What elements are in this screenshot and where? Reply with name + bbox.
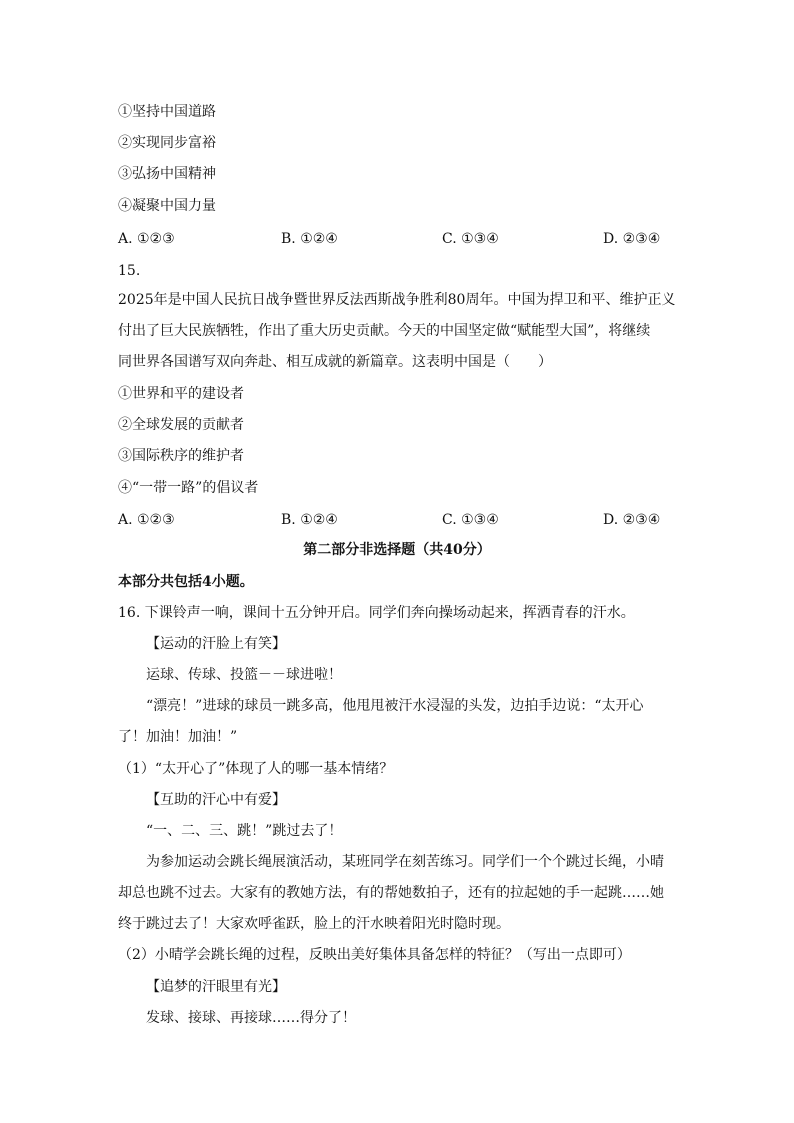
- q15-stem-line-3: 同世界各国谱写双向奔赴、相互成就的新篇章。这表明中国是（ ）: [118, 354, 552, 370]
- q15-options: [118, 510, 678, 530]
- q15-option-a: A. ①②③: [118, 512, 175, 528]
- q14-option-a: A. ①②③: [118, 231, 175, 247]
- q15-number: 15.: [118, 263, 141, 279]
- part2-title: 第二部分非选择题（共40分）: [303, 542, 491, 558]
- q15-item-2: ②全球发展的贡献者: [118, 417, 244, 433]
- q15-item-3: ③国际秩序的维护者: [118, 448, 244, 464]
- q14-option-c: C. ①③④: [442, 231, 499, 247]
- q15-stem-line-2: 付出了巨大民族牺牲，作出了重大历史贡献。今天的中国坚定做“赋能型大国”，将继续: [118, 323, 651, 339]
- q14-option-b: B. ①②④: [281, 231, 338, 247]
- q16-section2-p1: “一、二、三、跳！”跳过去了！: [146, 823, 343, 839]
- q14-option-d: D. ②③④: [603, 231, 661, 247]
- q16-section1-p2-line-1: “漂亮！”进球的球员一跳多高，他甩甩被汗水浸湿的头发，边拍手边说：“太开心: [146, 698, 644, 714]
- q16-section3-p1: 发球、接球、再接球……得分了！: [146, 1010, 356, 1026]
- q16-sub-question-2: （2）小晴学会跳长绳的过程，反映出美好集体具备怎样的特征？（写出一点即可）: [118, 947, 631, 963]
- q15-option-d: D. ②③④: [603, 512, 661, 528]
- q14-item-1: ①坚持中国道路: [118, 104, 216, 120]
- q16-section2-p2-line-1: 为参加运动会跳长绳展演活动，某班同学在刻苦练习。同学们一个个跳过长绳，小晴: [146, 854, 664, 870]
- q16-section2-p2-line-3: 终于跳过去了！大家欢呼雀跃，脸上的汗水映着阳光时隐时现。: [118, 916, 510, 932]
- q16-stem: 16. 下课铃声一响，课间十五分钟开启。同学们奔向操场动起来，挥洒青春的汗水。: [118, 605, 635, 621]
- q16-section2-title: 【互助的汗心中有爱】: [146, 792, 286, 808]
- q15-item-1: ①世界和平的建设者: [118, 386, 244, 402]
- q16-section1-p1: 运球、传球、投篮－－球进啦！: [146, 667, 342, 683]
- q15-option-c: C. ①③④: [442, 512, 499, 528]
- q15-item-4: ④“一带一路”的倡议者: [118, 480, 259, 496]
- q15-stem-line-1: 2025年是中国人民抗日战争暨世界反法西斯战争胜利80周年。中国为捍卫和平、维护正义: [118, 292, 676, 308]
- q16-section1-p2-line-2: 了！加油！加油！”: [118, 729, 238, 745]
- q15-option-b: B. ①②④: [281, 512, 338, 528]
- part2-intro: 本部分共包括4小题。: [118, 574, 254, 590]
- q14-item-3: ③弘扬中国精神: [118, 166, 216, 182]
- q14-options: [118, 229, 678, 249]
- q16-sub-question-1: （1）“太开心了”体现了人的哪一基本情绪？: [118, 761, 394, 777]
- q16-section1-title: 【运动的汗脸上有笑】: [146, 636, 286, 652]
- q16-section3-title: 【追梦的汗眼里有光】: [146, 979, 286, 995]
- q14-item-2: ②实现同步富裕: [118, 135, 216, 151]
- q14-item-4: ④凝聚中国力量: [118, 198, 216, 214]
- q16-section2-p2-line-2: 却总也跳不过去。大家有的教她方法，有的帮她数拍子，还有的拉起她的手一起跳……她: [118, 885, 664, 901]
